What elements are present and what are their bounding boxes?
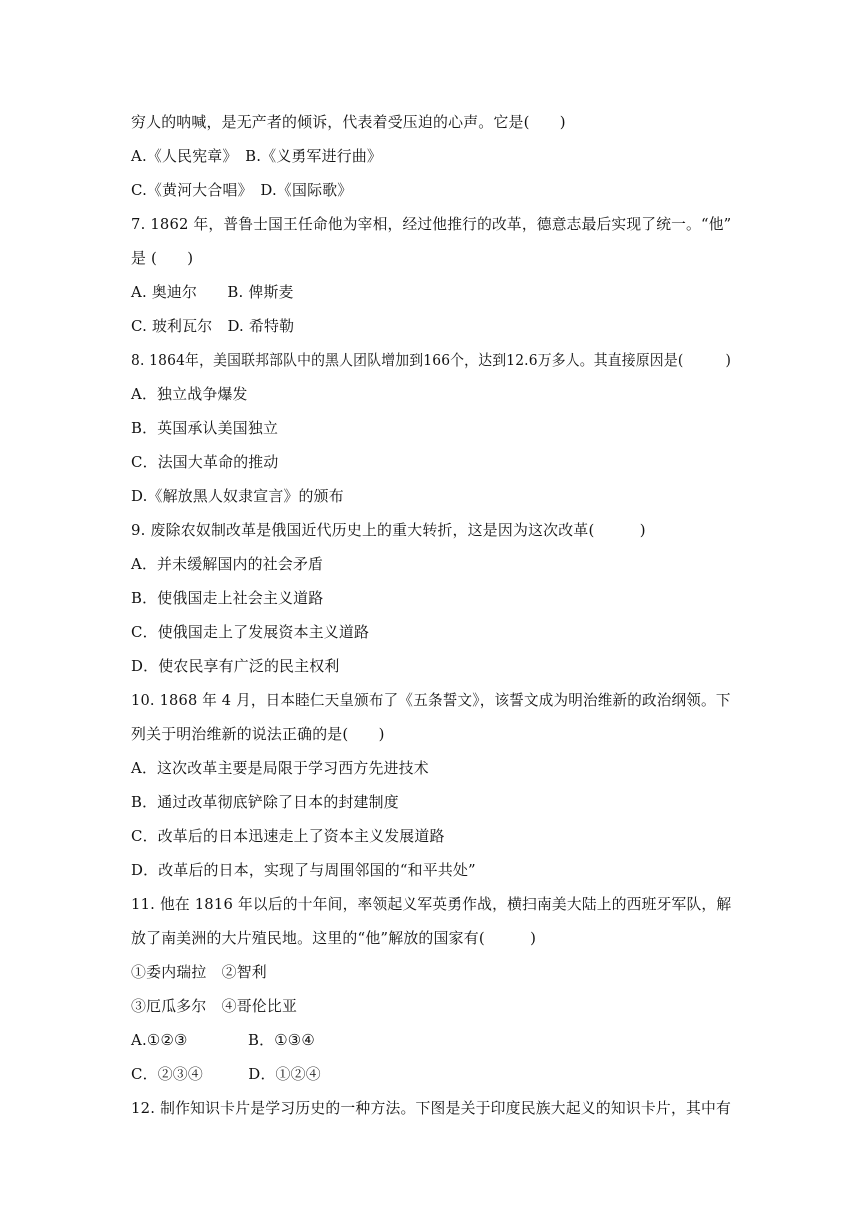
text-line: C．改革后的日本迅速走上了资本主义发展道路 <box>131 827 445 845</box>
text-line: 7. 1862 年，普鲁士国王任命他为宰相，经过他推行的改革，德意志最后实现了统一。“他” <box>131 215 732 233</box>
text-line: D．改革后的日本，实现了与周围邻国的“和平共处” <box>131 861 476 879</box>
text-line: C．法国大革命的推动 <box>131 453 279 471</box>
text-line: C.《黄河大合唱》 D.《国际歌》 <box>131 181 353 199</box>
text-line: D.《解放黑人奴隶宣言》的颁布 <box>131 487 344 505</box>
text-line: 8. 1864年，美国联邦部队中的黑人团队增加到166个，达到12.6万多人。其直接原因是( ) <box>131 351 732 369</box>
text-line: A.①②③ B．①③④ <box>131 1031 315 1049</box>
text-line: 穷人的呐喊，是无产者的倾诉，代表着受压迫的心声。它是( ) <box>131 113 566 131</box>
text-line: 12. 制作知识卡片是学习历史的一种方法。下图是关于印度民族大起义的知识卡片，其中有 <box>131 1099 732 1117</box>
text-line: ③厄瓜多尔 ④哥伦比亚 <box>131 997 298 1015</box>
text-line: B．使俄国走上社会主义道路 <box>131 589 324 607</box>
text-block <box>131 108 735 1128</box>
text-line: D．使农民享有广泛的民主权利 <box>131 657 340 675</box>
text-line: 放了南美洲的大片殖民地。这里的“他”解放的国家有( ) <box>131 929 537 947</box>
text-line: C．②③④ D．①②④ <box>131 1065 321 1083</box>
text-line: 是 ( ) <box>131 249 194 267</box>
text-line: A．独立战争爆发 <box>131 385 248 403</box>
text-line: B．英国承认美国独立 <box>131 419 279 437</box>
text-line: A．并未缓解国内的社会矛盾 <box>131 555 324 573</box>
text-line: 列关于明治维新的说法正确的是( ) <box>131 725 385 743</box>
text-line: ①委内瑞拉 ②智利 <box>131 963 267 981</box>
text-line: B．通过改革彻底铲除了日本的封建制度 <box>131 793 399 811</box>
text-line: C. 玻利瓦尔 D. 希特勒 <box>131 317 295 335</box>
text-line: 10. 1868 年 4 月，日本睦仁天皇颁布了《五条誓文》，该誓文成为明治维新的政治纲领。下 <box>131 691 731 709</box>
text-line: A．这次改革主要是局限于学习西方先进技术 <box>131 759 429 777</box>
text-line: A. 奥迪尔 B. 俾斯麦 <box>131 283 294 301</box>
text-line: C．使俄国走上了发展资本主义道路 <box>131 623 370 641</box>
text-line: 11. 他在 1816 年以后的十年间，率领起义军英勇作战，横扫南美大陆上的西班牙军队，解 <box>131 895 732 913</box>
text-line: A.《人民宪章》 B.《义勇军进行曲》 <box>131 147 383 165</box>
text-line: 9. 废除农奴制改革是俄国近代历史上的重大转折，这是因为这次改革( ) <box>131 521 646 539</box>
